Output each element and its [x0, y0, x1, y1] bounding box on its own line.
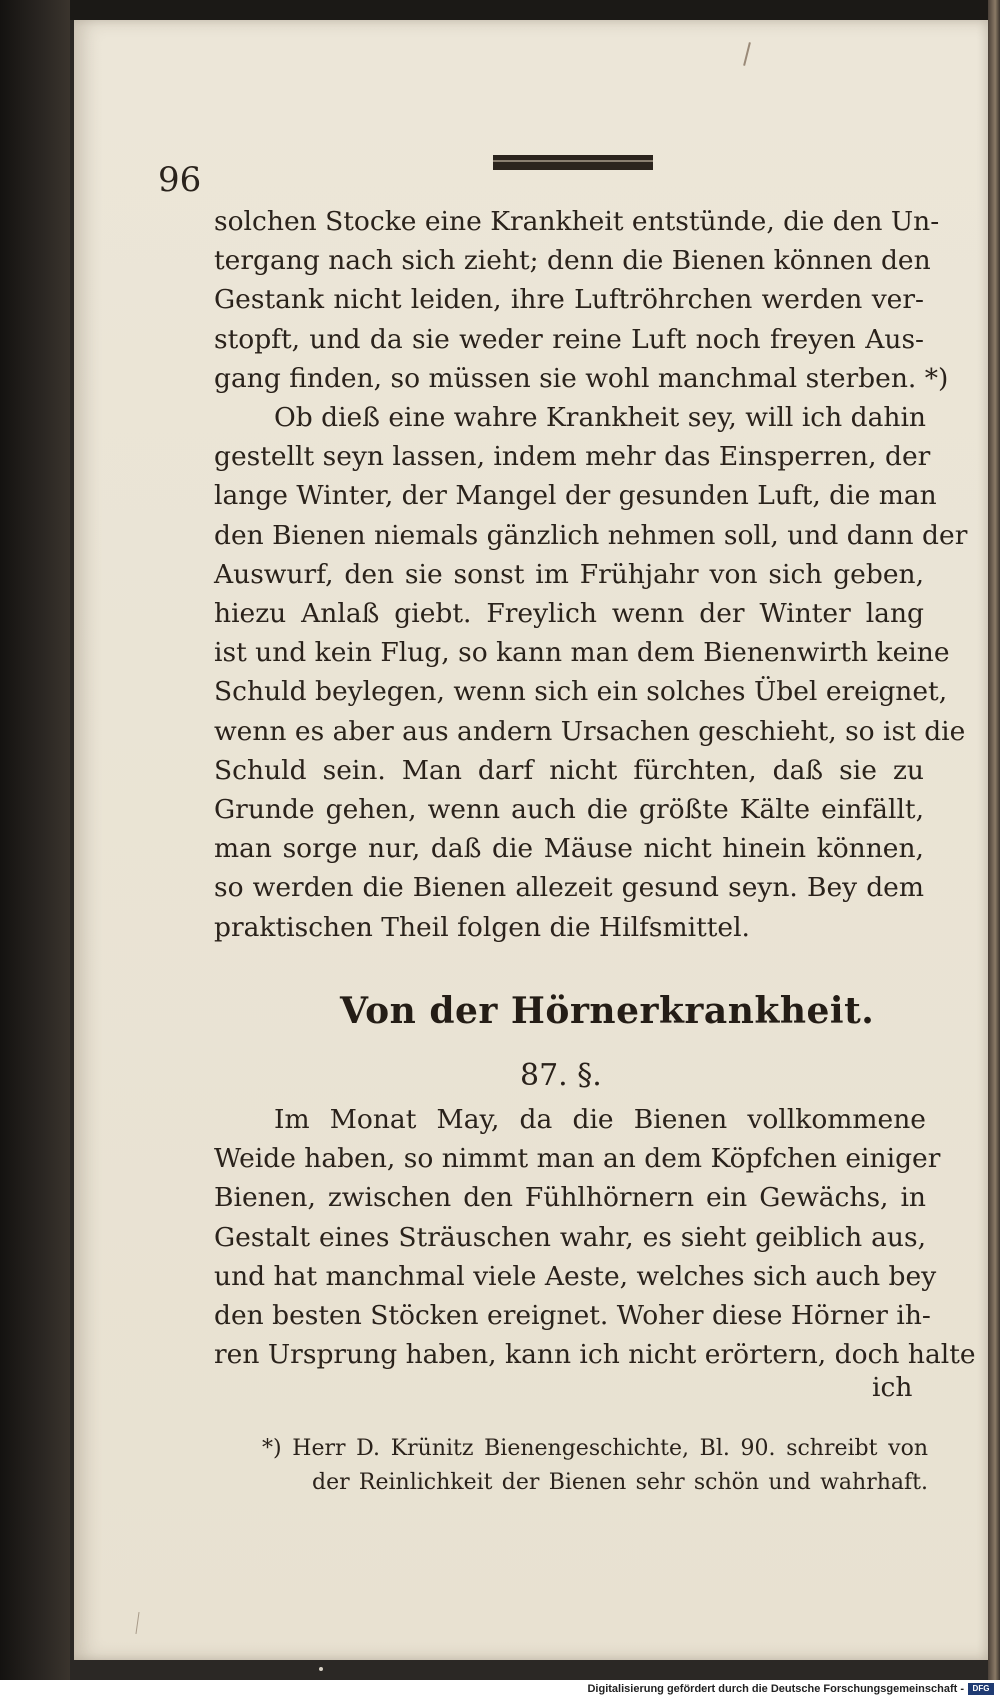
text-line: Schuld sein. Man darf nicht fürchten, daß sie zu [214, 754, 924, 786]
text-line: ren Ursprung haben, kann ich nicht erörtern, doch halte [214, 1339, 976, 1371]
text-line: gestellt seyn lassen, indem mehr das Einsperren, der [214, 441, 931, 473]
body-paragraph-2 [214, 1100, 976, 1374]
paragraph-number: 87. §. [520, 1058, 602, 1093]
footnote [262, 1432, 928, 1500]
page-edge [988, 0, 1000, 1680]
text-line: stopft, und da sie weder reine Luft noch freyen Aus- [214, 323, 924, 355]
text-line: Bienen, zwischen den Fühlhörnern ein Gewächs, in [214, 1182, 926, 1214]
text-line: den besten Stöcken ereignet. Woher diese Hörner ih- [214, 1300, 931, 1332]
body-paragraph [214, 202, 968, 947]
text-line: ist und kein Flug, so kann man dem Bienenwirth keine [214, 637, 950, 669]
text-line: wenn es aber aus andern Ursachen geschieht, so ist die [214, 715, 966, 747]
text-line: Weide haben, so nimmt man an dem Köpfchen einiger [214, 1143, 941, 1175]
header-rule [493, 155, 653, 170]
catchword: ich [872, 1372, 913, 1403]
text-line: solchen Stocke eine Krankheit entstünde, die den Un- [214, 206, 940, 237]
text-line: Schuld beylegen, wenn sich ein solches Übel ereignet, [214, 676, 948, 708]
text-line: den Bienen niemals gänzlich nehmen soll, und dann der [214, 519, 968, 551]
footnote-line: *) Herr D. Krünitz Bienengeschichte, Bl. 90. schreibt von [262, 1436, 928, 1461]
section-heading: Von der Hörnerkrankheit. [340, 990, 875, 1032]
book-spine [0, 0, 70, 1680]
footnote-line: der Reinlichkeit der Bienen sehr schön und wahrhaft. [312, 1470, 928, 1495]
text-line: Gestalt eines Sträuschen wahr, es sieht geiblich aus, [214, 1221, 926, 1253]
page-number: 96 [158, 160, 202, 200]
dust-speck [319, 1667, 323, 1671]
text-line: Ob dieß eine wahre Krankheit sey, will ich dahin [274, 402, 926, 434]
dfg-logo: DFG [968, 1683, 994, 1695]
text-line: gang finden, so müssen sie wohl manchmal sterben. *) [214, 362, 949, 394]
text-line: Gestank nicht leiden, ihre Luftröhrchen werden ver- [214, 284, 924, 316]
footer-credit: Digitalisierung gefördert durch die Deutsche Forschungsgemeinschaft - [587, 1683, 964, 1695]
text-line: man sorge nur, daß die Mäuse nicht hinein können, [214, 833, 924, 865]
scan-top-edge [0, 0, 1000, 20]
text-line: Auswurf, den sie sonst im Frühjahr von sich geben, [214, 558, 924, 590]
text-line: lange Winter, der Mangel der gesunden Luft, die man [214, 480, 937, 512]
text-line: so werden die Bienen allezeit gesund seyn. Bey dem [214, 872, 924, 904]
text-line: Grunde gehen, wenn auch die größte Kälte einfällt, [214, 794, 924, 826]
text-line: tergang nach sich zieht; denn die Bienen können den [214, 245, 931, 277]
text-line: Im Monat May, da die Bienen vollkommene [274, 1104, 926, 1135]
text-line: hiezu Anlaß giebt. Freylich wenn der Winter lang [214, 598, 924, 630]
text-line: praktischen Theil folgen die Hilfsmittel. [214, 911, 750, 943]
text-line: und hat manchmal viele Aeste, welches sich auch bey [214, 1260, 937, 1292]
